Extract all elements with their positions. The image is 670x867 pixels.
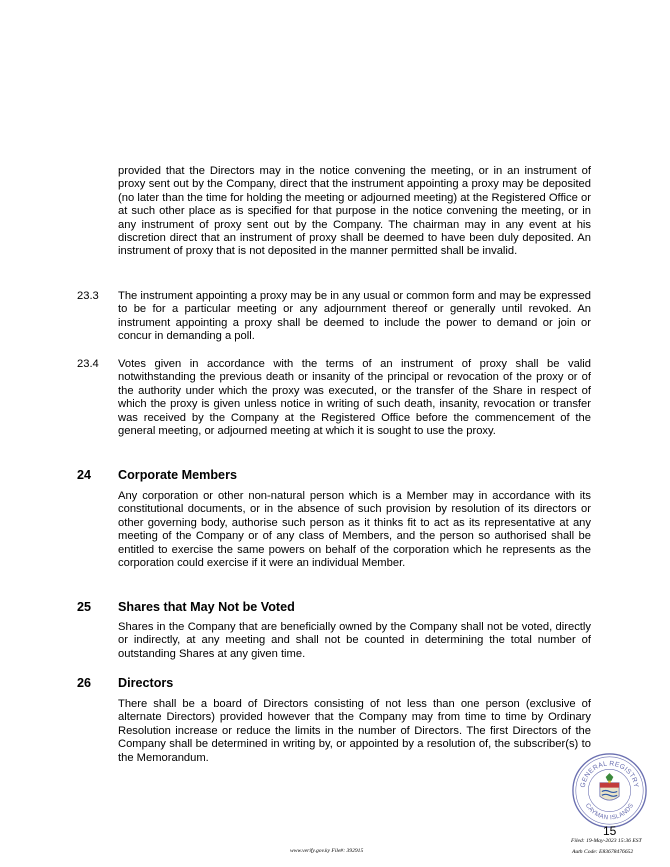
section-title-corporate-members: Corporate Members (118, 468, 237, 482)
verify-url: www.verify.gov.ky File#: 392915 (290, 848, 364, 854)
section-number-24: 24 (77, 468, 92, 482)
clause-23-4-text: Votes given in accordance with the terms of an instrument of proxy shall be valid notwithstanding the previous death or insanity of the principal or revocation of the proxy or of the authority under which the proxy was executed, or the transfer of the Share in respect of which the proxy is given unless notice in writing of such death, insanity, revocation or transfer was received by the Company at the Registered Office before the commencement of the general meeting, or adjourned meeting at which it is sought to use the proxy. (118, 358, 591, 438)
seal-bottom-text: CAYMAN ISLANDS (583, 802, 636, 822)
coat-of-arms-icon (600, 773, 619, 800)
section-title-directors: Directors (118, 676, 174, 690)
section-title-shares-not-voted: Shares that May Not be Voted (118, 600, 295, 614)
section-25-body: Shares in the Company that are beneficially owned by the Company shall not be voted, directly or indirectly, at any meeting and shall not be counted in determining the total number of outstanding Shares at any given time. (118, 621, 591, 660)
general-registry-seal (571, 752, 648, 829)
clause-number-23-4: 23.4 (77, 358, 99, 370)
section-26-body: There shall be a board of Directors consisting of not less than one person (exclusive of alternate Directors) provided however that the Company may from time to time by Ordinary Resolution increase or reduce the limits in the number of Directors. The first Directors of the Company shall be determined in writing by, or appointed by a resolution of, the subscriber(s) to the Memorandum. (118, 698, 591, 764)
paragraph-proxy-deposit: provided that the Directors may in the notice convening the meeting, or in an instrument of proxy sent out by the Company, direct that the instrument appointing a proxy may be deposited (no later than the time for holding the meeting or adjourned meeting) at the Registered Office or at such other place as is specified for that purpose in the notice convening the meeting, or in any instrument of proxy sent out by the Company. The chairman may in any event at his discretion direct that an instrument of proxy shall be deemed to have been duly deposited. An instrument of proxy that is not deposited in the manner permitted shall be invalid. (118, 165, 591, 258)
section-number-25: 25 (77, 600, 92, 614)
seal-top-text: GENERAL REGISTRY (579, 760, 640, 789)
clause-23-3-text: The instrument appointing a proxy may be in any usual or common form and may be expressed to be for a particular meeting or any adjournment thereof or generally until revoked. An instrument appointing a proxy shall be deemed to include the power to demand or join or concur in demanding a poll. (118, 290, 591, 343)
auth-code: Auth Code: E83678476652 (572, 849, 634, 855)
page-number: 15 (603, 824, 617, 838)
section-24-body: Any corporation or other non-natural person which is a Member may in accordance with its constitutional documents, or in the absence of such provision by resolution of its directors or other governing body, authorise such person as it thinks fit to act as its representative at any meeting of the Company or of any class of Members, and the person so authorised shall be entitled to exercise the same powers on behalf of the corporation which he represents as the corporation could exercise if it were an individual Member. (118, 490, 591, 570)
clause-number-23-3: 23.3 (77, 290, 99, 302)
section-number-26: 26 (77, 676, 92, 690)
filed-timestamp: Filed: 19-May-2023 15:36 EST (571, 838, 642, 844)
